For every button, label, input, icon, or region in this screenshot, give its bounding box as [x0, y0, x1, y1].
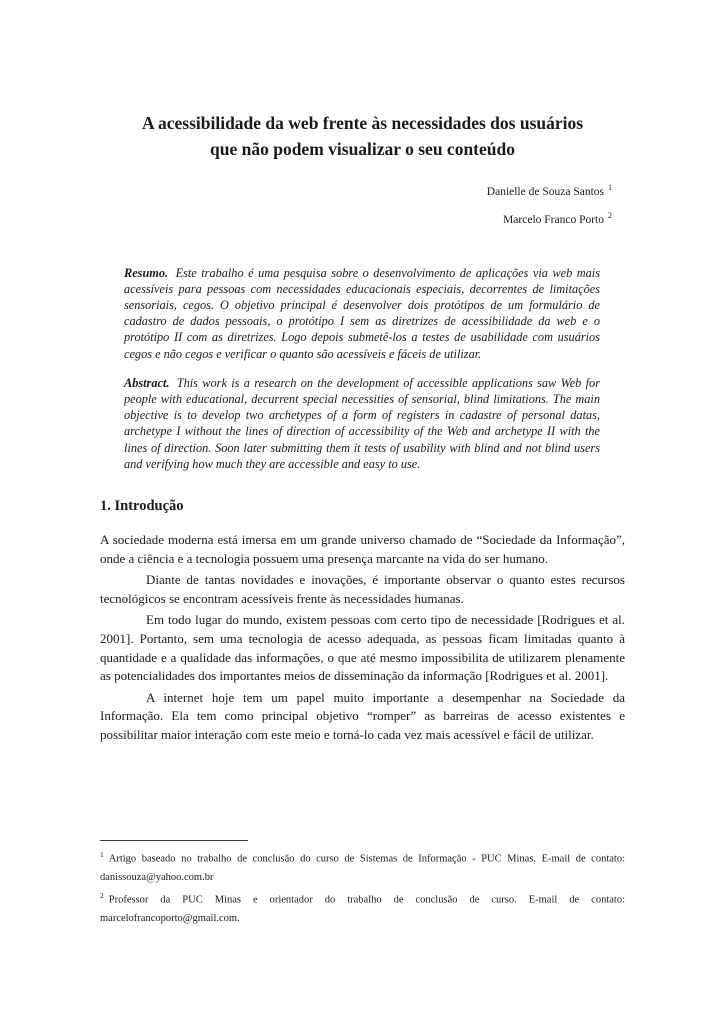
author-footnote-ref-1: 1: [608, 183, 612, 192]
author-footnote-ref-2: 2: [608, 210, 612, 220]
author-name-1: Danielle de Souza Santos: [486, 185, 604, 198]
body-paragraph-4: A internet hoje tem um papel muito importante a desempenhar na Sociedade da Informação. Ela tem como principal objetivo “romper” as barreiras de acesso existentes e possibilitar maior interação com este meio e torná-lo cada vez mais acessível e fácil de utilizar.: [100, 689, 625, 743]
footnote-1: [100, 846, 625, 887]
author-name-2: Marcelo Franco Porto: [503, 213, 604, 226]
paper-title-line1: A acessibilidade da web frente às necessidades dos usuários: [141, 113, 584, 133]
abstract-paragraph: [100, 375, 625, 472]
body-paragraph-1: A sociedade moderna está imersa em um grande universo chamado de “Sociedade da Informação”, onde a ciência e a tecnologia possuem uma presença marcante na vida do ser humano.: [100, 532, 625, 566]
abstract-label: Abstract.: [124, 375, 170, 390]
footnote-ref-2: 2: [100, 891, 104, 901]
resumo-text: Este trabalho é uma pesquisa sobre o desenvolvimento de aplicações via web mais acessíveis para pessoas com necessidades educacionais especiais, decorrentes de limitações sensoriais, cegos. O objetivo principal é desenvolver dois protótipos de um formulário de cadastro de dados pessoais, o protótipo I sem as diretrizes de acessibilidade da web e o protótipo II com as diretrizes. Logo depois submetê-los a testes de usabilidade com usuários cegos e não cegos e verificar o quanto são acessíveis e fáceis de utilizar.: [124, 265, 600, 361]
body-paragraph-2: Diante de tantas novidades e inovações, é importante observar o quanto estes recursos tecnológicos se encontram acessíveis frente às necessidades humanas.: [100, 572, 625, 606]
paper-title-line2: que não podem visualizar o seu conteúdo: [210, 139, 515, 159]
author-line-2: [100, 204, 612, 232]
footnote-ref-1: 1: [100, 850, 104, 859]
section-heading-introduction: 1. Introdução: [100, 498, 184, 515]
resumo-label: Resumo.: [124, 265, 169, 280]
author-line-1: [100, 176, 612, 204]
author-block: [100, 176, 625, 232]
resumo-paragraph: [100, 265, 625, 362]
footnote-2: [100, 887, 625, 928]
body-paragraph-3: Em todo lugar do mundo, existem pessoas com certo tipo de necessidade [Rodrigues et al. 2001]. Portanto, sem uma tecnologia de acesso adequada, as pessoas ficam limitadas quanto à quantidade e a qualidade das informações, o que até mesmo impossibilita de utilizarem plenamente as potencialidades dos importantes meios de disseminação da informação [Rodrigues et al. 2001].: [100, 612, 625, 684]
abstract-text: This work is a research on the development of accessible applications saw Web for people with educational, decurrent special necessities of sensorial, blind limitations. The main objective is to develop two archetypes of a form of registers in cadastre of personal datas, archetype I without the lines of direction of accessibility of the Web and archetype II with the lines of direction. Soon later submitting them it tests of usability with blind and not blind users and verifying how much they are accessible and easy to use.: [124, 375, 600, 471]
footnote-text-2: Professor da PUC Minas e orientador do trabalho de conclusão de curso. E-mail de contato: marcelofrancoporto@gmail.com.: [100, 894, 625, 925]
footnote-separator: [100, 840, 248, 841]
paper-title: [100, 110, 625, 162]
footnote-text-1: Artigo baseado no trabalho de conclusão do curso de Sistemas de Informação - PUC Minas. E-mail de contato: danissouza@yahoo.com.br: [100, 853, 625, 883]
footnote-area: [100, 840, 625, 929]
